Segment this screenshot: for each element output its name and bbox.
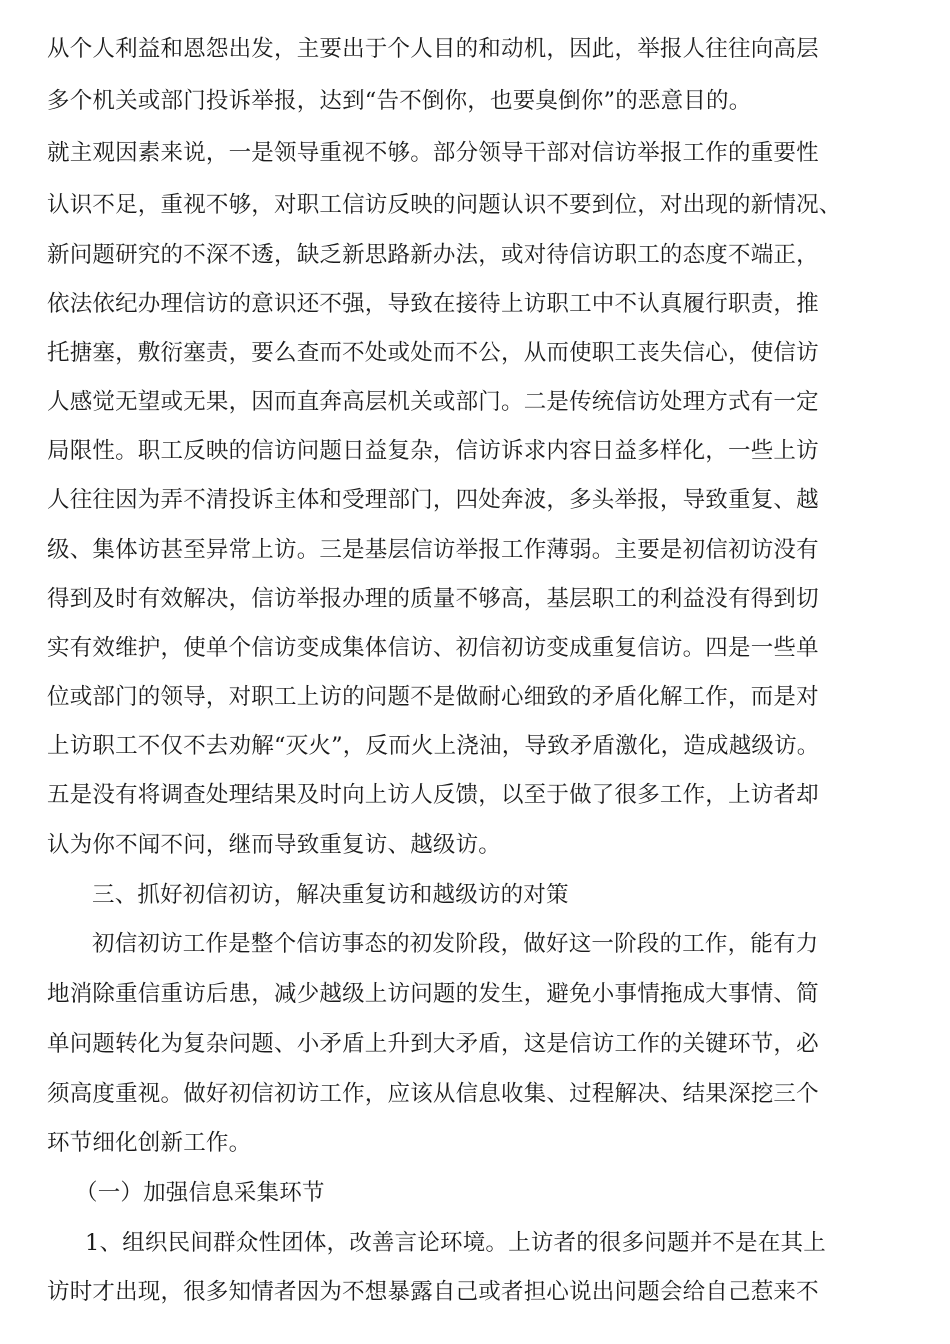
- text-line: 初信初访工作是整个信访事态的初发阶段，做好这一阶段的工作，能有力: [92, 931, 819, 957]
- text-line: 人感觉无望或无果，因而直奔高层机关或部门。二是传统信访处理方式有一定: [47, 389, 819, 415]
- text-line: 认识不足，重视不够，对职工信访反映的问题认识不要到位，对出现的新情况、: [47, 192, 842, 218]
- text-line: 局限性。职工反映的信访问题日益复杂，信访诉求内容日益多样化，一些上访: [47, 438, 819, 464]
- subsection-heading: （一）加强信息采集环节: [75, 1180, 325, 1206]
- text-line: 认为你不闻不问，继而导致重复访、越级访。: [47, 832, 502, 858]
- text-line: 得到及时有效解决，信访举报办理的质量不够高，基层职工的利益没有得到切: [47, 586, 819, 612]
- text-line: 五是没有将调查处理结果及时向上访人反馈，以至于做了很多工作，上访者却: [47, 782, 819, 808]
- section-heading: 三、抓好初信初访，解决重复访和越级访的对策: [92, 882, 569, 908]
- text-line: 托搪塞，敷衍塞责，要么查而不处或处而不公，从而使职工丧失信心，使信访: [47, 340, 819, 366]
- text-line: 访时才出现，很多知情者因为不想暴露自己或者担心说出问题会给自己惹来不: [47, 1279, 819, 1305]
- text-line: 环节细化创新工作。: [47, 1130, 252, 1156]
- text-line: 位或部门的领导，对职工上访的问题不是做耐心细致的矛盾化解工作，而是对: [47, 684, 819, 710]
- text-line: 级、集体访甚至异常上访。三是基层信访举报工作薄弱。主要是初信初访没有: [47, 537, 819, 563]
- text-line: 单问题转化为复杂问题、小矛盾上升到大矛盾，这是信访工作的关键环节，必: [47, 1031, 819, 1057]
- text-line: 须高度重视。做好初信初访工作，应该从信息收集、过程解决、结果深挖三个: [47, 1081, 819, 1107]
- text-line: 上访职工不仅不去劝解“灭火”，反而火上浇油，导致矛盾激化，造成越级访。: [47, 733, 820, 759]
- text-line: 多个机关或部门投诉举报，达到“告不倒你，也要臭倒你”的恶意目的。: [47, 88, 752, 114]
- text-line: 依法依纪办理信访的意识还不强，导致在接待上访职工中不认真履行职责，推: [47, 291, 819, 317]
- text-line: 人往往因为弄不清投诉主体和受理部门，四处奔波，多头举报，导致重复、越: [47, 487, 819, 513]
- text-line: 地消除重信重访后患，减少越级上访问题的发生，避免小事情拖成大事情、简: [47, 981, 819, 1007]
- text-line: 就主观因素来说，一是领导重视不够。部分领导干部对信访举报工作的重要性: [47, 140, 819, 166]
- text-line: 从个人利益和恩怨出发，主要出于个人目的和动机，因此，举报人往往向高层: [47, 36, 819, 62]
- text-line: 实有效维护，使单个信访变成集体信访、初信初访变成重复信访。四是一些单: [47, 635, 819, 661]
- text-line: 1、组织民间群众性团体，改善言论环境。上访者的很多问题并不是在其上: [85, 1230, 826, 1256]
- text-line: 新问题研究的不深不透，缺乏新思路新办法，或对待信访职工的态度不端正，: [47, 242, 819, 268]
